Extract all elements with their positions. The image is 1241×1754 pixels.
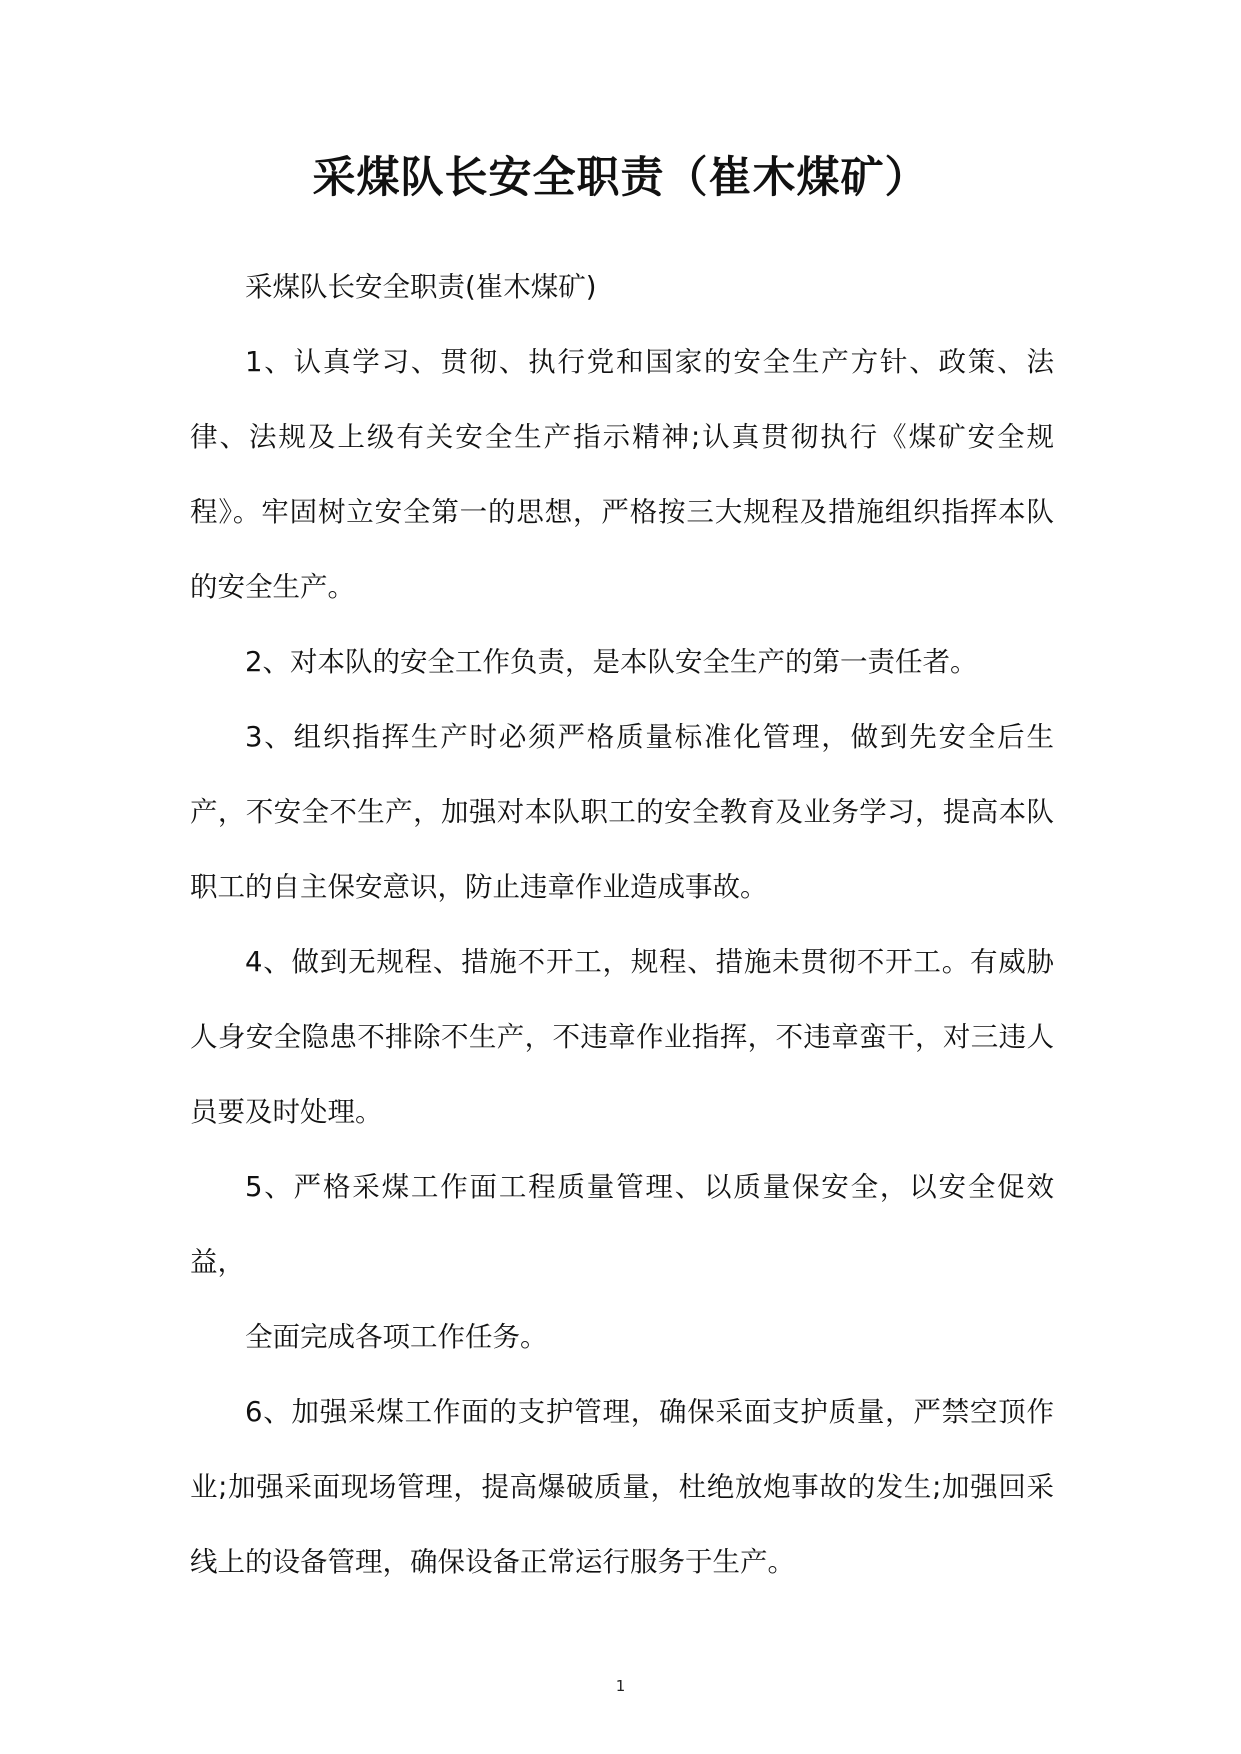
paragraph-item-4: 4、做到无规程、措施不开工，规程、措施未贯彻不开工。有威胁人身安全隐患不排除不生产，不违章作业指挥，不违章蛮干，对三违人员要及时处理。	[190, 946, 1054, 1128]
paragraph-item-5: 5、严格采煤工作面工程质量管理、以质量保安全，以安全促效益，	[190, 1171, 1054, 1278]
paragraph-item-3: 3、组织指挥生产时必须严格质量标准化管理，做到先安全后生产，不安全不生产，加强对本队职工的安全教育及业务学习，提高本队职工的自主保安意识，防止违章作业造成事故。	[190, 721, 1054, 903]
paragraph-item-2: 2、对本队的安全工作负责，是本队安全生产的第一责任者。	[245, 646, 978, 678]
paragraph-item-6: 6、加强采煤工作面的支护管理，确保采面支护质量，严禁空顶作业;加强采面现场管理，提高爆破质量，杜绝放炮事故的发生;加强回采线上的设备管理，确保设备正常运行服务于生产。	[190, 1396, 1054, 1578]
document-title: 采煤队长安全职责（崔木煤矿）	[312, 153, 929, 203]
document-body	[190, 250, 1054, 1600]
paragraph-item-5-continued: 全面完成各项工作任务。	[245, 1321, 548, 1353]
page-number: 1	[615, 1677, 626, 1695]
paragraph-item-1: 1、认真学习、贯彻、执行党和国家的安全生产方针、政策、法律、法规及上级有关安全生产指示精神;认真贯彻执行《煤矿安全规程》。牢固树立安全第一的思想，严格按三大规程及措施组织指挥本队的安全生产。	[190, 346, 1054, 603]
paragraph-heading: 采煤队长安全职责(崔木煤矿)	[245, 271, 597, 303]
